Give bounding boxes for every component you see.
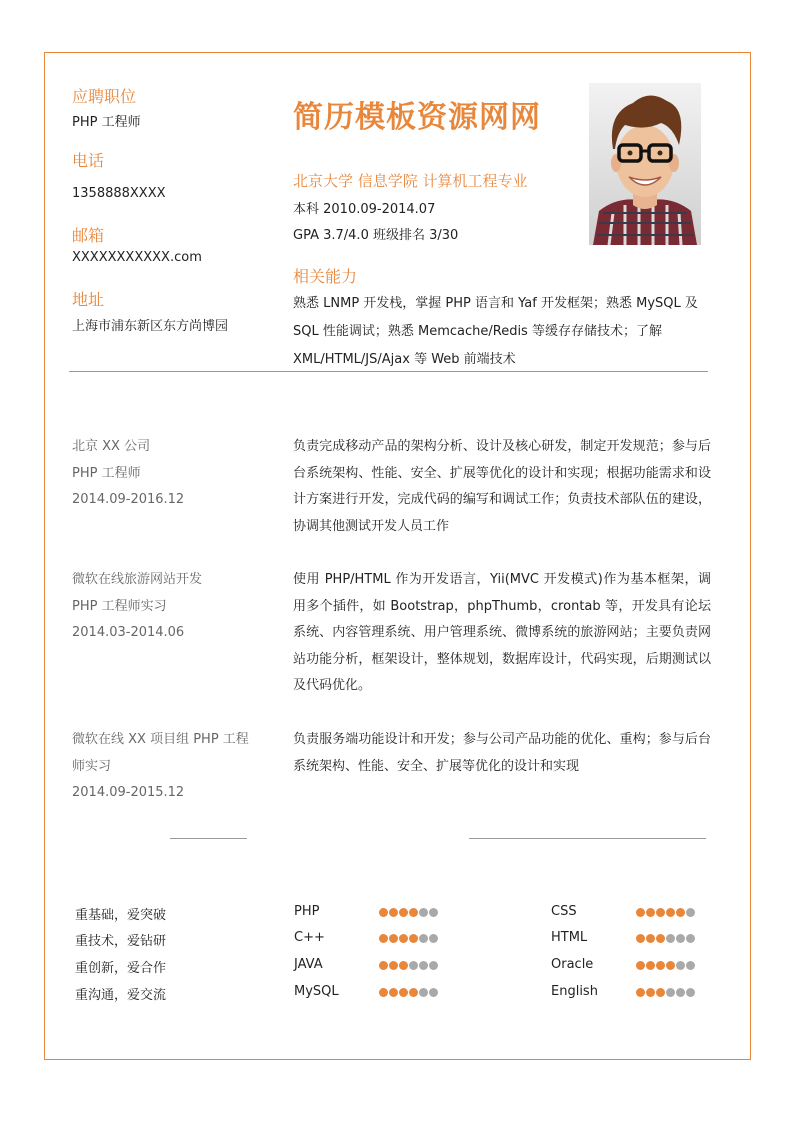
rating-dot-filled [656, 961, 665, 970]
rating-dot-filled [409, 988, 418, 997]
rating-dot-filled [379, 934, 388, 943]
rating-dot-empty [686, 934, 695, 943]
rating-dot-empty [676, 961, 685, 970]
section-rule [469, 838, 706, 839]
rating-dot-filled [656, 908, 665, 917]
trait-item: 重技术，爱钻研 [75, 934, 167, 949]
rating-dot-empty [429, 961, 438, 970]
abilities-label: 相关能力 [293, 267, 358, 286]
experience-company: 微软在线 XX 项目组 PHP 工程师实习 [72, 732, 249, 774]
rating-dot-empty [429, 988, 438, 997]
rating-dot-empty [676, 988, 685, 997]
trait-item: 重沟通，爱交流 [75, 988, 167, 1003]
rating-dot-filled [636, 908, 645, 917]
rating-dot-empty [686, 908, 695, 917]
skill-rating [636, 988, 695, 997]
rating-dot-filled [409, 908, 418, 917]
skill-name: HTML [551, 930, 588, 945]
education-gpa: GPA 3.7/4.0 班级排名 3/30 [293, 228, 459, 243]
position-label: 应聘职位 [72, 87, 137, 106]
skill-name: English [551, 984, 598, 999]
rating-dot-filled [646, 961, 655, 970]
skill-rating [379, 988, 438, 997]
rating-dot-empty [419, 934, 428, 943]
address-label: 地址 [72, 290, 105, 309]
rating-dot-filled [389, 934, 398, 943]
rating-dot-filled [636, 988, 645, 997]
rating-dot-filled [389, 988, 398, 997]
section-rule [170, 838, 247, 839]
rating-dot-filled [656, 988, 665, 997]
abilities-text: 熟悉 LNMP 开发栈，掌握 PHP 语言和 Yaf 开发框架；熟悉 MySQL 及 SQL 性能调试；熟悉 Memcache/Redis 等缓存存储技术；了解 XML/HTML/JS/Ajax 等 Web 前端技术 [293, 296, 698, 367]
rating-dot-empty [419, 988, 428, 997]
rating-dot-empty [419, 961, 428, 970]
experience-company: 微软在线旅游网站开发 [72, 572, 203, 587]
trait-item: 重基础，爱突破 [75, 908, 167, 923]
experience-period: 2014.09-2016.12 [72, 492, 185, 507]
portrait-illustration [589, 83, 701, 245]
rating-dot-filled [656, 934, 665, 943]
experience-period: 2014.03-2014.06 [72, 625, 185, 640]
rating-dot-filled [399, 908, 408, 917]
experience-description: 使用 PHP/HTML 作为开发语言，Yii(MVC 开发模式)作为基本框架，调用多个插件，如 Bootstrap，phpThumb，crontab 等，开发具有论坛系统、内容管理系统、用户管理系统、微博系统的旅游网站；主要负责网站功能分析，框架设计，整体规划，数据库设计，代码实现，后期测试以及代码优化。 [293, 572, 711, 693]
skill-rating [636, 961, 695, 970]
rating-dot-empty [666, 934, 675, 943]
rating-dot-filled [399, 961, 408, 970]
experience-description: 负责服务端功能设计和开发；参与公司产品功能的优化、重构；参与后台系统架构、性能、安全、扩展等优化的设计和实现 [293, 732, 711, 774]
rating-dot-empty [676, 934, 685, 943]
email-value: XXXXXXXXXXX.com [72, 250, 202, 265]
rating-dot-filled [379, 961, 388, 970]
experience-meta [72, 727, 257, 807]
skill-name: PHP [294, 904, 320, 919]
rating-dot-filled [666, 961, 675, 970]
experience-meta [72, 567, 262, 647]
skill-name: JAVA [294, 957, 323, 972]
rating-dot-filled [636, 934, 645, 943]
skill-name: C++ [294, 930, 325, 945]
education-degree: 本科 2010.09-2014.07 [293, 202, 436, 217]
email-label: 邮箱 [72, 226, 105, 245]
portrait-photo [589, 83, 701, 245]
skill-name: MySQL [294, 984, 339, 999]
skill-rating [379, 934, 438, 943]
rating-dot-filled [389, 908, 398, 917]
rating-dot-filled [646, 988, 655, 997]
rating-dot-filled [379, 908, 388, 917]
rating-dot-filled [666, 908, 675, 917]
rating-dot-filled [646, 908, 655, 917]
address-value: 上海市浦东新区东方尚博园 [72, 319, 229, 334]
skill-rating [379, 908, 438, 917]
experience-role: PHP 工程师 [72, 465, 141, 481]
rating-dot-filled [676, 908, 685, 917]
rating-dot-empty [686, 961, 695, 970]
rating-dot-empty [666, 988, 675, 997]
experience-meta [72, 434, 262, 514]
skill-rating [379, 961, 438, 970]
rating-dot-empty [429, 908, 438, 917]
experience-description: 负责完成移动产品的架构分析、设计及核心研发，制定开发规范；参与后台系统架构、性能、安全、扩展等优化的设计和实现；根据功能需求和设计方案进行开发，完成代码的编写和调试工作；负责技术部队伍的建设，协调其他测试开发人员工作 [293, 439, 711, 534]
resume-title: 简历模板资源网网 [293, 100, 541, 135]
experience-company: 北京 XX 公司 [72, 439, 151, 454]
rating-dot-filled [389, 961, 398, 970]
rating-dot-empty [686, 988, 695, 997]
phone-label: 电话 [72, 151, 105, 170]
rating-dot-filled [379, 988, 388, 997]
skill-name: CSS [551, 904, 577, 919]
skill-rating [636, 934, 695, 943]
rating-dot-filled [399, 988, 408, 997]
section-divider [69, 371, 708, 372]
experience-role: PHP 工程师实习 [72, 598, 167, 614]
rating-dot-filled [636, 961, 645, 970]
position-value: PHP 工程师 [72, 115, 141, 130]
trait-item: 重创新，爱合作 [75, 961, 167, 976]
experience-period: 2014.09-2015.12 [72, 785, 185, 800]
rating-dot-filled [409, 934, 418, 943]
skill-rating [636, 908, 695, 917]
rating-dot-empty [409, 961, 418, 970]
rating-dot-empty [419, 908, 428, 917]
rating-dot-empty [429, 934, 438, 943]
education-school: 北京大学 信息学院 计算机工程专业 [293, 172, 528, 190]
phone-value: 1358888XXXX [72, 186, 166, 201]
rating-dot-filled [399, 934, 408, 943]
rating-dot-filled [646, 934, 655, 943]
skill-name: Oracle [551, 957, 594, 972]
